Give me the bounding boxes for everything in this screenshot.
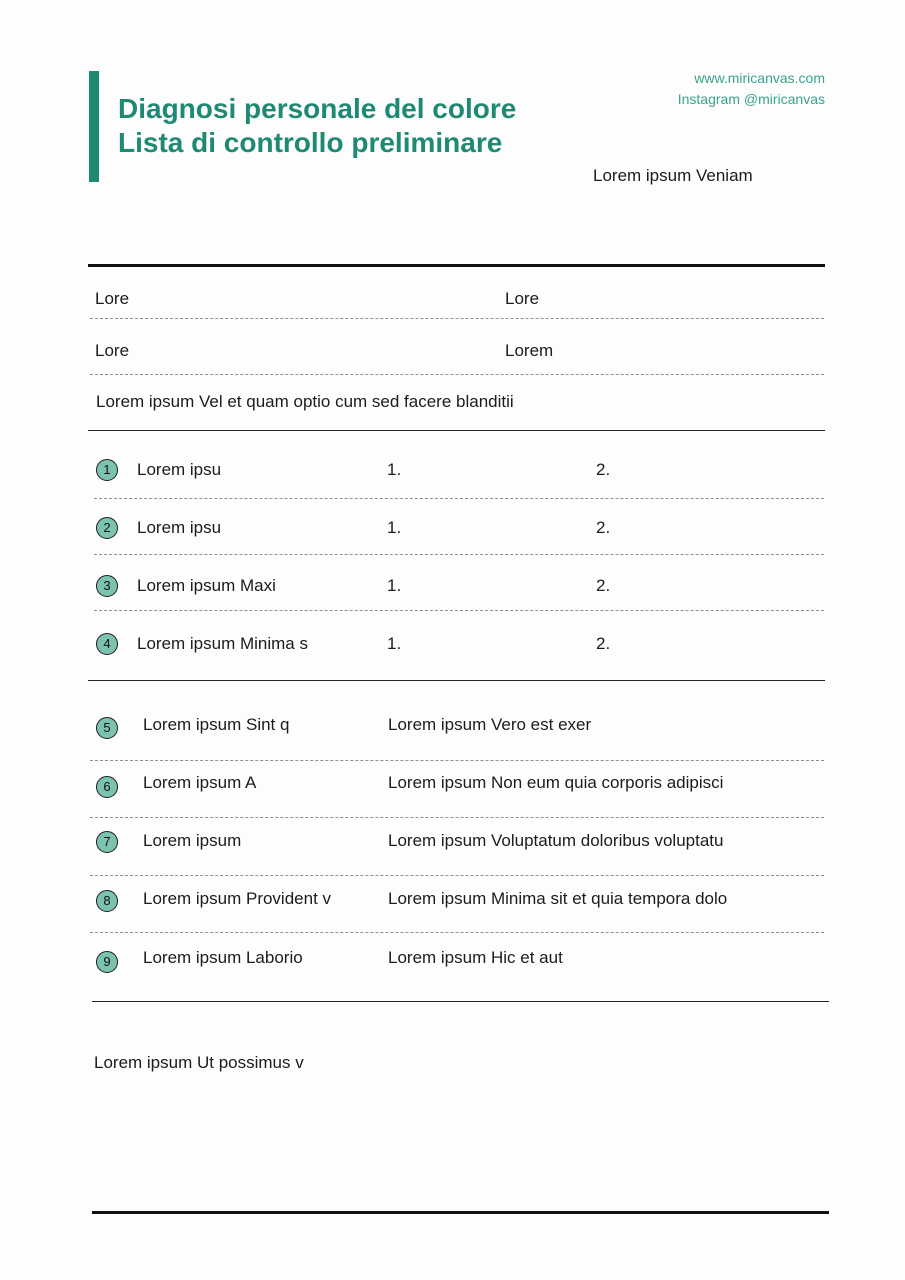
item-description: Lorem ipsum Vero est exer xyxy=(388,715,592,734)
item-description: Lorem ipsum Voluptatum doloribus voluptatu xyxy=(388,831,724,850)
instagram-link[interactable]: Instagram @miricanvas xyxy=(677,91,825,107)
item-option-1: 1. xyxy=(387,518,402,537)
site-links xyxy=(678,68,825,110)
accent-bar xyxy=(89,71,99,182)
info-row2-right: Lorem xyxy=(505,341,554,360)
item-option-1: 1. xyxy=(387,634,402,653)
title-line-2: Lista di controllo preliminare xyxy=(118,127,503,158)
section-rule xyxy=(92,1001,829,1002)
info-row2-left: Lore xyxy=(95,341,130,360)
item-label: Lorem ipsum Maxi xyxy=(137,576,276,595)
top-rule xyxy=(88,264,825,267)
page-title xyxy=(118,92,516,160)
item-option-2: 2. xyxy=(596,518,611,537)
divider xyxy=(90,817,824,818)
item-description: Lorem ipsum Hic et aut xyxy=(388,948,563,967)
website-link[interactable]: www.miricanvas.com xyxy=(694,70,825,86)
item-number-badge: 5 xyxy=(96,717,118,739)
divider xyxy=(94,554,824,555)
item-number-badge: 9 xyxy=(96,951,118,973)
title-line-1: Diagnosi personale del colore xyxy=(118,93,517,124)
item-label: Lorem ipsum A xyxy=(143,773,257,792)
item-number-badge: 1 xyxy=(96,459,118,481)
item-label: Lorem ipsum Sint q xyxy=(143,715,290,734)
item-label: Lorem ipsum xyxy=(143,831,242,850)
section-rule xyxy=(88,680,825,681)
section-rule xyxy=(88,430,825,431)
item-description: Lorem ipsum Minima sit et quia tempora dolo xyxy=(388,889,728,908)
item-option-1: 1. xyxy=(387,576,402,595)
divider xyxy=(90,932,824,933)
item-option-2: 2. xyxy=(596,460,611,479)
divider xyxy=(90,760,824,761)
divider xyxy=(94,498,824,499)
item-label: Lorem ipsu xyxy=(137,518,222,537)
item-option-1: 1. xyxy=(387,460,402,479)
item-option-2: 2. xyxy=(596,634,611,653)
divider xyxy=(90,875,824,876)
item-label: Lorem ipsum Minima s xyxy=(137,634,308,653)
subtitle: Lorem ipsum Veniam xyxy=(593,166,753,185)
item-number-badge: 2 xyxy=(96,517,118,539)
divider xyxy=(90,374,824,375)
item-number-badge: 6 xyxy=(96,776,118,798)
item-label: Lorem ipsu xyxy=(137,460,222,479)
footer-note: Lorem ipsum Ut possimus v xyxy=(94,1053,304,1072)
info-row3: Lorem ipsum Vel et quam optio cum sed facere blanditii xyxy=(96,392,514,411)
bottom-rule xyxy=(92,1211,829,1214)
item-label: Lorem ipsum Provident v xyxy=(143,889,332,908)
item-number-badge: 3 xyxy=(96,575,118,597)
item-description: Lorem ipsum Non eum quia corporis adipisci xyxy=(388,773,724,792)
divider xyxy=(90,318,824,319)
item-number-badge: 4 xyxy=(96,633,118,655)
item-option-2: 2. xyxy=(596,576,611,595)
item-number-badge: 8 xyxy=(96,890,118,912)
item-number-badge: 7 xyxy=(96,831,118,853)
info-row1-left: Lore xyxy=(95,289,130,308)
info-row1-right: Lore xyxy=(505,289,540,308)
divider xyxy=(94,610,824,611)
item-label: Lorem ipsum Laborio xyxy=(143,948,303,967)
